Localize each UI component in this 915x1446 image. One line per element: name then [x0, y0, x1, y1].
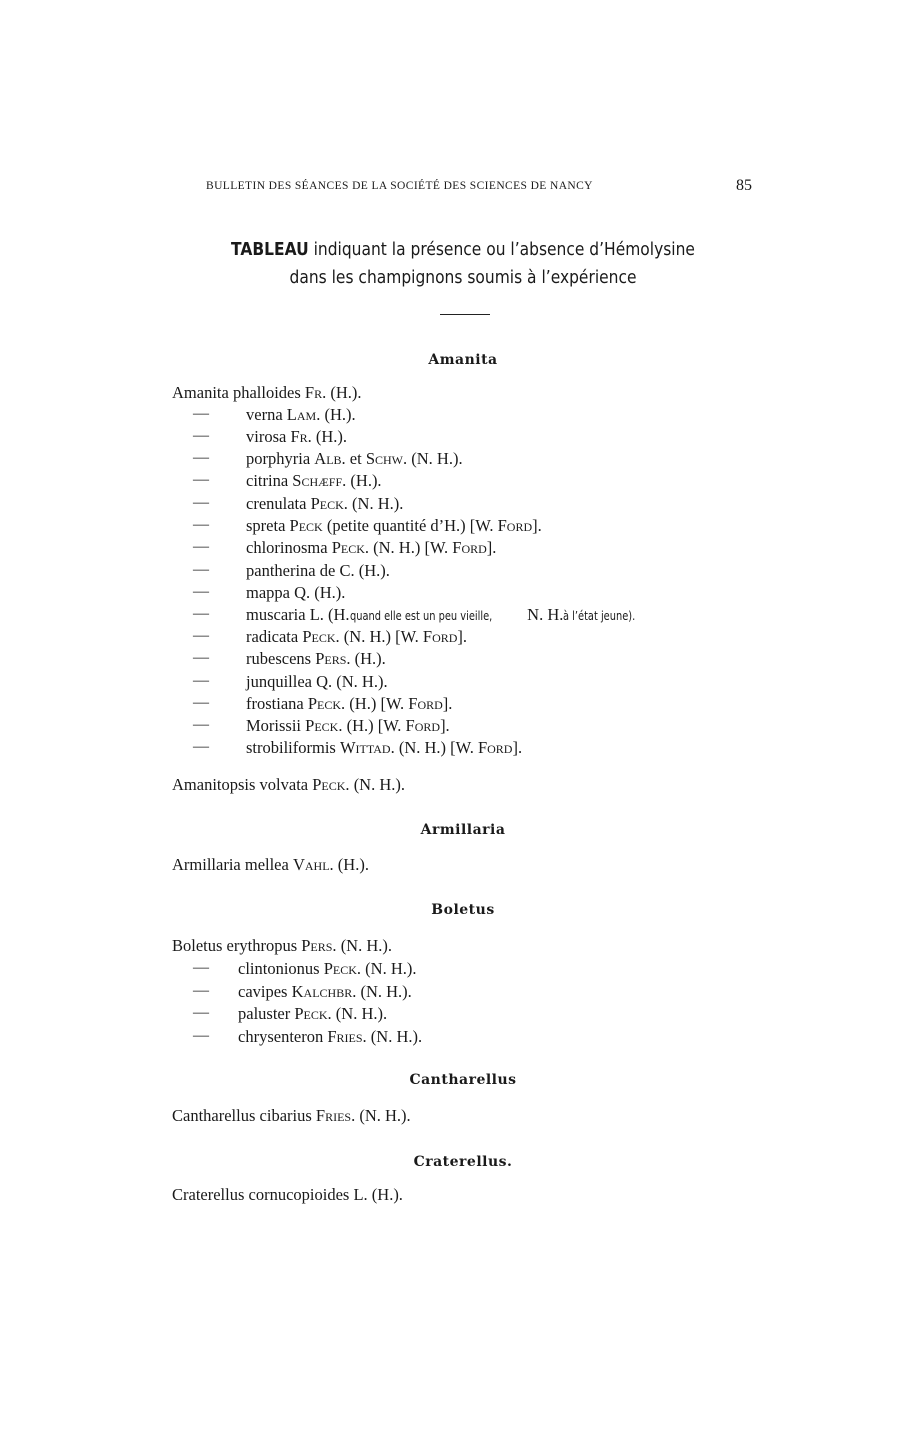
hemolysin-note: (N. H.). — [340, 936, 393, 955]
list-item — [246, 716, 450, 736]
ditto-dash: — — [193, 982, 209, 999]
author-name: Peck. — [323, 959, 362, 978]
ditto-dash: — — [193, 672, 209, 689]
title-line-1 — [209, 236, 716, 264]
author-name: Ford — [477, 738, 513, 757]
bracket-end: ]. — [440, 716, 450, 735]
bracket-end: ]. — [512, 738, 523, 757]
species-name: frostiana — [246, 694, 304, 713]
species-name: strobiliformis — [246, 738, 336, 757]
hemolysin-note: (petite quantité d’H.) [W. — [326, 516, 498, 535]
running-title: BULLETIN DES SÉANCES DE LA SOCIÉTÉ DES SCIENCES DE NANCY — [206, 180, 593, 192]
running-header — [206, 177, 752, 194]
ditto-dash: — — [193, 561, 209, 578]
hemolysin-note: (N. H.) [W. — [373, 538, 453, 557]
species-name: volvata — [259, 775, 309, 794]
ditto-dash: — — [193, 516, 209, 533]
list-item — [246, 405, 356, 425]
bracket-end: ]. — [532, 516, 542, 535]
author-name: Peck. — [310, 494, 348, 513]
title-line-2: dans les champignons soumis à l’expérience — [289, 267, 637, 288]
author-name: Pers. — [315, 649, 351, 668]
author-name: Vahl. — [292, 855, 334, 874]
author-name: Peck. — [302, 627, 340, 646]
species-name: clintonionus — [238, 959, 320, 978]
list-item — [246, 561, 390, 581]
genus-name: Cantharellus — [172, 1106, 256, 1125]
list-item — [172, 1185, 403, 1205]
hemolysin-note: (N. H.). — [411, 449, 463, 468]
ditto-dash: — — [193, 649, 209, 666]
species-name: citrina — [246, 471, 289, 490]
author-name: Ford — [408, 694, 443, 713]
ditto-dash: — — [193, 1004, 209, 1021]
species-name: Morissii — [246, 716, 302, 735]
list-item — [238, 982, 412, 1002]
hemolysin-note: L. (H. — [309, 605, 350, 624]
hemolysin-note: (H.). — [324, 405, 356, 424]
author-name: Pers. — [301, 936, 337, 955]
ditto-dash: — — [193, 627, 209, 644]
ditto-dash: — — [193, 538, 209, 555]
author-name: Fries. — [327, 1027, 367, 1046]
list-item — [238, 1004, 387, 1024]
list-item — [246, 516, 542, 536]
list-item — [172, 775, 405, 795]
list-item — [172, 936, 392, 956]
author-name: Lam. — [286, 405, 321, 424]
list-item — [246, 672, 388, 692]
species-name: radicata — [246, 627, 299, 646]
list-item — [172, 855, 369, 875]
ditto-dash: — — [193, 583, 209, 600]
list-item — [246, 738, 522, 758]
hemolysin-note: L. (H.). — [353, 1185, 403, 1204]
species-name: cavipes — [238, 982, 288, 1001]
ditto-dash: — — [193, 694, 209, 711]
species-name: spreta — [246, 516, 286, 535]
author-name: Alb. — [314, 449, 346, 468]
list-item — [238, 959, 416, 979]
hemolysin-note: (N. H.). — [352, 494, 404, 513]
ditto-dash: — — [193, 471, 209, 488]
hemolysin-note: (H.). — [337, 855, 369, 874]
species-name: pantherina — [246, 561, 316, 580]
title-divider — [440, 314, 490, 315]
species-name: chlorinosma — [246, 538, 328, 557]
genus-name: Boletus — [172, 936, 223, 955]
ditto-dash: — — [193, 427, 209, 444]
genus-name: Amanita — [172, 383, 229, 402]
list-item — [246, 538, 496, 558]
author-name: Peck. — [294, 1004, 332, 1023]
list-item — [246, 694, 452, 714]
condition-note: quand elle est un peu vieille, — [349, 609, 492, 623]
section-heading-craterellus: Craterellus. — [413, 1154, 513, 1170]
species-name: muscaria — [246, 605, 306, 624]
list-item — [246, 649, 386, 669]
list-item — [246, 627, 467, 647]
author-name: Schw. — [365, 449, 408, 468]
hemolysin-note: (N. H.). — [360, 982, 412, 1001]
genus-name: Craterellus — [172, 1185, 245, 1204]
author-name: Ford — [422, 627, 458, 646]
hemolysin-note: (N. H.) [W. — [343, 627, 423, 646]
author-name: Wittad. — [339, 738, 395, 757]
conjunction: et — [345, 449, 366, 468]
author-name: Fr. — [290, 427, 312, 446]
species-name: virosa — [246, 427, 287, 446]
list-item — [238, 1027, 422, 1047]
species-name: porphyria — [246, 449, 311, 468]
list-item — [246, 605, 651, 625]
author-name: Fr. — [304, 383, 327, 402]
list-item — [172, 383, 362, 403]
author-name: Peck. — [312, 775, 350, 794]
author-name: Peck. — [305, 716, 343, 735]
hemolysin-note: (H.). — [330, 383, 362, 402]
section-heading-cantharellus: Cantharellus — [409, 1072, 517, 1088]
ditto-dash: — — [193, 405, 209, 422]
hemolysin-note: (N. H.). — [335, 1004, 388, 1023]
list-item — [246, 583, 345, 603]
species-name: junquillea — [246, 672, 312, 691]
list-item — [246, 449, 463, 469]
bracket-end: ]. — [486, 538, 497, 557]
genus-name: Amanitopsis — [172, 775, 256, 794]
section-heading-amanita: Amanita — [428, 352, 498, 368]
genus-name: Armillaria — [172, 855, 241, 874]
author-name: Schæff. — [292, 471, 347, 490]
bracket-end: ]. — [442, 694, 453, 713]
section-heading-boletus: Boletus — [431, 902, 495, 918]
author-name: Ford — [497, 516, 533, 535]
hemolysin-note: Q. (N. H.). — [316, 672, 388, 691]
species-name: chrysenteron — [238, 1027, 324, 1046]
hemolysin-note: (N. H.). — [359, 1106, 411, 1125]
bracket-end: ]. — [457, 627, 468, 646]
hemolysin-note: (N. H.). — [370, 1027, 423, 1046]
hemolysin-note: Q. (H.). — [294, 583, 346, 602]
author-name: Peck — [289, 516, 323, 535]
hemolysin-note: (N. H.) [W. — [398, 738, 478, 757]
author-name: Peck. — [331, 538, 370, 557]
hemolysin-note: (N. H.). — [353, 775, 406, 794]
title-line-1-text: indiquant la présence ou l’absence d’Hémolysine — [308, 239, 695, 260]
hemolysin-note: de C. (H.). — [319, 561, 390, 580]
species-name: mappa — [246, 583, 290, 602]
species-name: verna — [246, 405, 283, 424]
hemolysin-note: (H.) [W. — [349, 694, 409, 713]
page-title — [209, 236, 716, 292]
species-name: rubescens — [246, 649, 312, 668]
ditto-dash: — — [193, 494, 209, 511]
species-name: phalloides — [232, 383, 301, 402]
hemolysin-note: (H.). — [315, 427, 348, 446]
species-name: crenulata — [246, 494, 307, 513]
species-name: cibarius — [259, 1106, 312, 1125]
author-name: Fries. — [315, 1106, 356, 1125]
hemolysin-note: (N. H.). — [365, 959, 417, 978]
ditto-dash: — — [193, 449, 209, 466]
ditto-dash: — — [193, 716, 209, 733]
list-item — [246, 471, 382, 491]
section-heading-armillaria: Armillaria — [420, 822, 506, 838]
list-item — [246, 427, 347, 447]
ditto-dash: — — [193, 738, 209, 755]
ditto-dash: — — [193, 959, 209, 976]
author-name: Ford — [452, 538, 487, 557]
condition-note: à l’état jeune). — [563, 609, 636, 623]
hemolysin-note: N. H. — [523, 605, 564, 624]
species-name: mellea — [244, 855, 289, 874]
title-keyword: TABLEAU — [231, 239, 309, 260]
species-name: cornucopioides — [248, 1185, 350, 1204]
ditto-dash: — — [193, 605, 209, 622]
page-number: 85 — [736, 177, 752, 194]
author-name: Peck. — [307, 694, 346, 713]
hemolysin-note: (H.) [W. — [346, 716, 406, 735]
author-name: Kalchbr. — [291, 982, 357, 1001]
list-item — [246, 494, 403, 514]
hemolysin-note: (H.). — [354, 649, 386, 668]
species-name: erythropus — [226, 936, 298, 955]
hemolysin-note: (H.). — [350, 471, 382, 490]
species-name: paluster — [238, 1004, 291, 1023]
list-item — [172, 1106, 411, 1126]
author-name: Ford — [405, 716, 441, 735]
ditto-dash: — — [193, 1027, 209, 1044]
